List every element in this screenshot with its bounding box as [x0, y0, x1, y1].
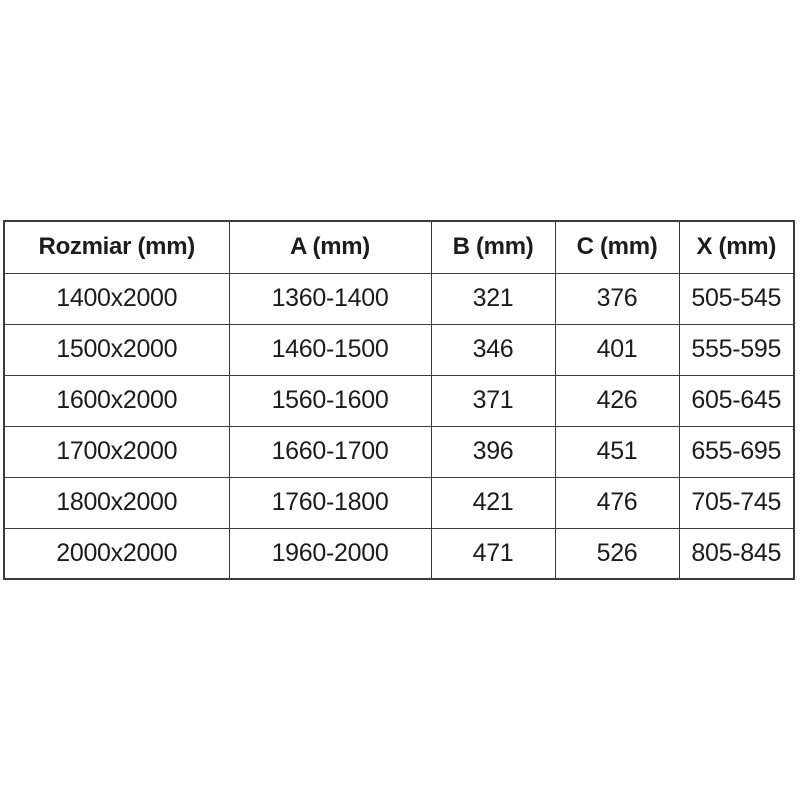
column-header-c: C (mm) — [555, 221, 679, 273]
table-cell-rozmiar: 1800x2000 — [4, 477, 229, 528]
table-row — [4, 528, 794, 579]
table-cell-a: 1960-2000 — [229, 528, 431, 579]
table-cell-rozmiar: 1600x2000 — [4, 375, 229, 426]
table-cell-a: 1660-1700 — [229, 426, 431, 477]
table-cell-a: 1760-1800 — [229, 477, 431, 528]
column-header-a: A (mm) — [229, 221, 431, 273]
table-row — [4, 324, 794, 375]
table-cell-x: 705-745 — [679, 477, 794, 528]
table-cell-rozmiar: 2000x2000 — [4, 528, 229, 579]
table-cell-c: 376 — [555, 273, 679, 324]
table-cell-a: 1560-1600 — [229, 375, 431, 426]
table-cell-b: 471 — [431, 528, 555, 579]
table-cell-c: 526 — [555, 528, 679, 579]
table-cell-x: 605-645 — [679, 375, 794, 426]
table-cell-rozmiar: 1700x2000 — [4, 426, 229, 477]
table-cell-c: 451 — [555, 426, 679, 477]
header-row — [4, 221, 794, 273]
column-header-x: X (mm) — [679, 221, 794, 273]
table-row — [4, 375, 794, 426]
table-cell-x: 505-545 — [679, 273, 794, 324]
table-cell-x: 655-695 — [679, 426, 794, 477]
column-header-b: B (mm) — [431, 221, 555, 273]
column-header-rozmiar: Rozmiar (mm) — [4, 221, 229, 273]
table-row — [4, 477, 794, 528]
table-cell-c: 476 — [555, 477, 679, 528]
table-cell-rozmiar: 1500x2000 — [4, 324, 229, 375]
table-cell-c: 401 — [555, 324, 679, 375]
table-cell-b: 371 — [431, 375, 555, 426]
table-cell-a: 1460-1500 — [229, 324, 431, 375]
table-cell-rozmiar: 1400x2000 — [4, 273, 229, 324]
table-row — [4, 273, 794, 324]
table-cell-b: 396 — [431, 426, 555, 477]
table-cell-x: 555-595 — [679, 324, 794, 375]
table-cell-c: 426 — [555, 375, 679, 426]
table-cell-b: 346 — [431, 324, 555, 375]
table-cell-x: 805-845 — [679, 528, 794, 579]
dimensions-table — [3, 220, 795, 580]
table-cell-a: 1360-1400 — [229, 273, 431, 324]
table-cell-b: 421 — [431, 477, 555, 528]
table-cell-b: 321 — [431, 273, 555, 324]
table-row — [4, 426, 794, 477]
